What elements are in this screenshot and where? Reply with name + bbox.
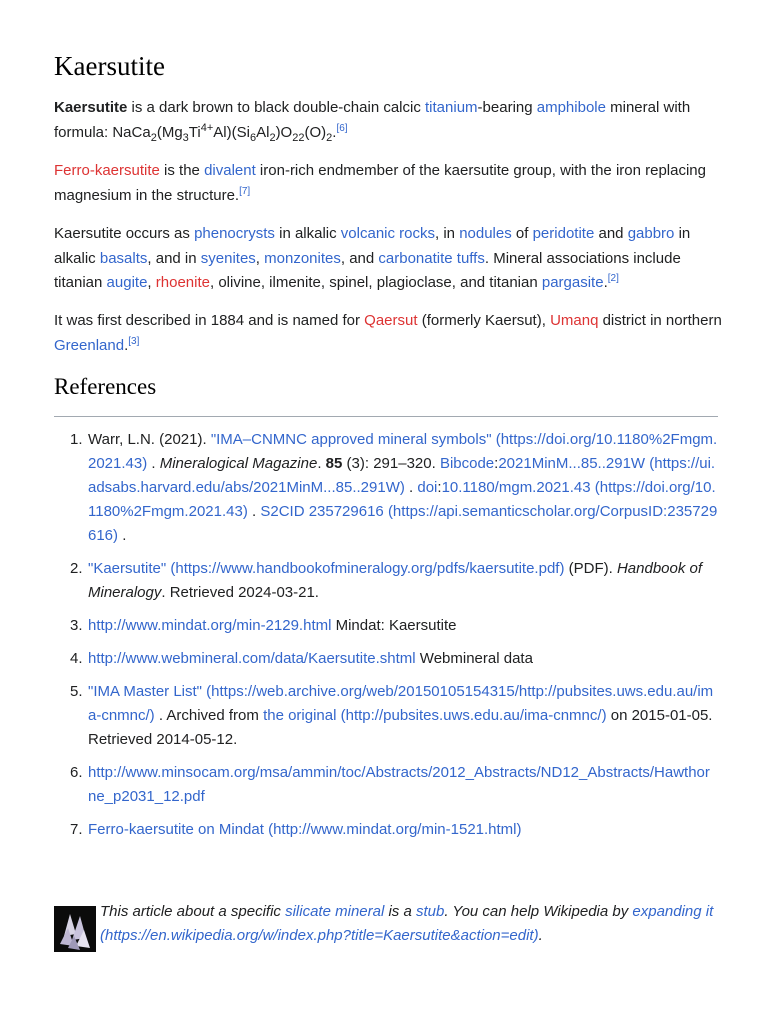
subscript: 22 — [292, 131, 305, 144]
text: on 2015-01-05. Retrieved 2014-05-12. — [88, 707, 713, 748]
text: Ti — [188, 123, 201, 141]
archive-original-link[interactable]: the original (http://pubsites.uws.edu.au/ima-cnmnc/) — [263, 707, 607, 724]
text: (O) — [304, 123, 327, 141]
bibcode-link[interactable]: Bibcode — [439, 455, 495, 472]
text: , in — [435, 225, 460, 242]
heading-divider — [54, 416, 718, 417]
reference-link[interactable]: "IMA Master List" (https://web.archive.org/web/20150105154315/http://pubsites.uws.edu.au/ima-cnmnc/) — [88, 683, 714, 724]
text: . — [147, 455, 160, 472]
reference-item — [54, 761, 718, 809]
link-qaersut[interactable]: Qaersut — [364, 312, 418, 329]
reference-item — [54, 428, 718, 548]
link-syenites[interactable]: syenites — [200, 249, 256, 267]
text: : — [494, 455, 499, 472]
reference-item — [54, 557, 718, 605]
intro-paragraph — [54, 96, 724, 145]
text: (Mg — [156, 123, 183, 141]
link-divalent[interactable]: divalent — [204, 162, 256, 179]
reference-number: 2. — [70, 560, 83, 577]
text: and — [594, 225, 628, 242]
reference-number: 5. — [70, 683, 83, 700]
text: . — [124, 336, 129, 354]
text: Warr, L.N. (2021). — [88, 431, 211, 448]
text: , — [255, 249, 265, 267]
link-silicate-mineral[interactable]: silicate mineral — [285, 903, 385, 920]
reference-item — [54, 680, 718, 752]
page-title: Kaersutite — [54, 51, 165, 81]
link-stub[interactable]: stub — [415, 903, 445, 920]
citation-6[interactable]: [6] — [336, 122, 348, 134]
text: It was first described in 1884 and is named for — [54, 312, 365, 329]
link-rhoenite[interactable]: rhoenite — [155, 274, 210, 291]
subscript: 2 — [269, 131, 276, 144]
bold-term: Kaersutite — [54, 99, 128, 116]
text: . You can help Wikipedia by — [444, 903, 633, 920]
reference-item — [54, 647, 718, 671]
naming-paragraph — [54, 309, 724, 358]
text: . Archived from — [154, 707, 264, 724]
subscript: 6 — [249, 131, 257, 144]
text: Al)(Si — [213, 123, 250, 141]
volume: 85 — [325, 455, 343, 472]
link-expanding-it[interactable]: expanding it (https://en.wikipedia.org/w/index.php?title=Kaersutite&action=edit) — [100, 903, 714, 944]
text: . — [603, 274, 608, 291]
text: (formerly Kaersut), — [417, 312, 551, 329]
reference-link[interactable]: "IMA–CNMNC approved mineral symbols" (https://doi.org/10.1180%2Fmgm.2021.43) — [88, 431, 718, 472]
link-titanium[interactable]: titanium — [425, 99, 478, 116]
text: , — [147, 274, 156, 291]
text: is a dark brown to black double-chain calcic — [127, 99, 426, 116]
text: is a — [384, 903, 416, 920]
text: district in northern — [598, 312, 722, 329]
reference-number: 1. — [70, 431, 83, 448]
text: , olivine, ilmenite, spinel, plagioclase, and titanian — [209, 274, 542, 291]
link-amphibole[interactable]: amphibole — [536, 99, 606, 116]
journal-name: Mineralogical Magazine — [159, 455, 318, 472]
text: Mindat: Kaersutite — [331, 617, 457, 634]
publication-name: Handbook of Mineralogy — [88, 560, 703, 601]
reference-number: 3. — [70, 617, 83, 634]
link-umanq[interactable]: Umanq — [550, 312, 599, 329]
doi-link[interactable]: doi — [417, 479, 438, 496]
subscript: 3 — [182, 131, 189, 144]
link-carbonatite-tuffs[interactable]: carbonatite tuffs — [378, 249, 485, 267]
reference-link[interactable]: http://www.mindat.org/min-2129.html — [88, 617, 332, 634]
references-list — [54, 428, 718, 851]
text: . — [538, 927, 543, 944]
link-monzonites[interactable]: monzonites — [264, 249, 341, 267]
subscript: 2 — [326, 131, 333, 144]
bibcode-value-link[interactable]: 2021MinM...85..291W (https://ui.adsabs.harvard.edu/abs/2021MinM...85..291W) — [88, 455, 716, 496]
text: : — [437, 479, 442, 496]
citation-3[interactable]: [3] — [128, 335, 140, 347]
link-pargasite[interactable]: pargasite — [541, 274, 604, 291]
link-basalts[interactable]: basalts — [99, 249, 148, 267]
reference-number: 4. — [70, 650, 83, 667]
text: of — [511, 225, 533, 242]
reference-link[interactable]: http://www.webmineral.com/data/Kaersutite.shtml — [88, 650, 416, 667]
link-volcanic-rocks[interactable]: volcanic rocks — [340, 225, 435, 242]
reference-link[interactable]: Ferro-kaersutite on Mindat (http://www.mindat.org/min-1521.html) — [88, 821, 522, 838]
citation-2[interactable]: [2] — [607, 273, 619, 284]
ferro-paragraph — [54, 159, 724, 208]
text: . — [247, 503, 261, 520]
crystal-icon — [54, 906, 96, 952]
stub-text — [100, 900, 718, 948]
doi-value-link[interactable]: 10.1180/mgm.2021.43 (https://doi.org/10.1180%2Fmgm.2021.43) — [88, 479, 716, 520]
reference-item — [54, 614, 718, 638]
reference-link[interactable]: "Kaersutite" (https://www.handbookofmineralogy.org/pdfs/kaersutite.pdf) — [88, 560, 565, 577]
text: -bearing — [477, 99, 537, 116]
link-nodules[interactable]: nodules — [459, 225, 512, 242]
link-greenland[interactable]: Greenland — [54, 336, 125, 354]
text: (3): 291–320. — [342, 455, 440, 472]
text: )O — [275, 123, 293, 141]
text: in alkalic — [54, 225, 691, 267]
occurrence-paragraph — [54, 222, 724, 296]
subscript: 2 — [150, 131, 157, 144]
mineral-crystal-image[interactable] — [54, 906, 96, 952]
link-gabbro[interactable]: gabbro — [627, 225, 675, 242]
text: Webmineral data — [415, 650, 533, 667]
link-ferro-kaersutite[interactable]: Ferro-kaersutite — [54, 162, 160, 179]
text: Al — [256, 123, 270, 141]
citation-7[interactable]: [7] — [239, 185, 251, 197]
reference-link[interactable]: http://www.minsocam.org/msa/ammin/toc/Abstracts/2012_Abstracts/ND12_Abstracts/Hawthorne_p2031_12.pdf — [88, 764, 710, 805]
s2cid-link[interactable]: S2CID 235729616 (https://api.semanticscholar.org/CorpusID:235729616) — [88, 503, 718, 544]
text: Kaersutite occurs as — [54, 225, 195, 242]
link-phenocrysts[interactable]: phenocrysts — [194, 225, 275, 242]
reference-number: 7. — [70, 821, 83, 838]
text: . — [317, 455, 326, 472]
superscript: 4+ — [200, 121, 214, 134]
text: iron-rich endmember of the kaersutite group, with the iron replacing magnesium in the structure. — [54, 162, 706, 204]
text: . — [404, 479, 418, 496]
text: in alkalic — [274, 225, 341, 242]
reference-item — [54, 818, 718, 842]
text: . Retrieved 2024-03-21. — [161, 584, 319, 601]
text: This article about a specific — [100, 903, 286, 920]
text: . — [332, 123, 337, 141]
reference-number: 6. — [70, 764, 83, 781]
text: , and in — [147, 249, 201, 267]
text: is the — [159, 162, 205, 179]
link-augite[interactable]: augite — [106, 274, 148, 291]
text: , and — [340, 249, 379, 267]
text: (PDF). — [564, 560, 617, 577]
text: . Mineral associations include titanian — [54, 249, 681, 291]
references-heading: References — [54, 374, 157, 399]
text: . — [118, 527, 127, 544]
link-peridotite[interactable]: peridotite — [532, 225, 595, 242]
text: mineral with formula: NaCa — [54, 99, 691, 141]
